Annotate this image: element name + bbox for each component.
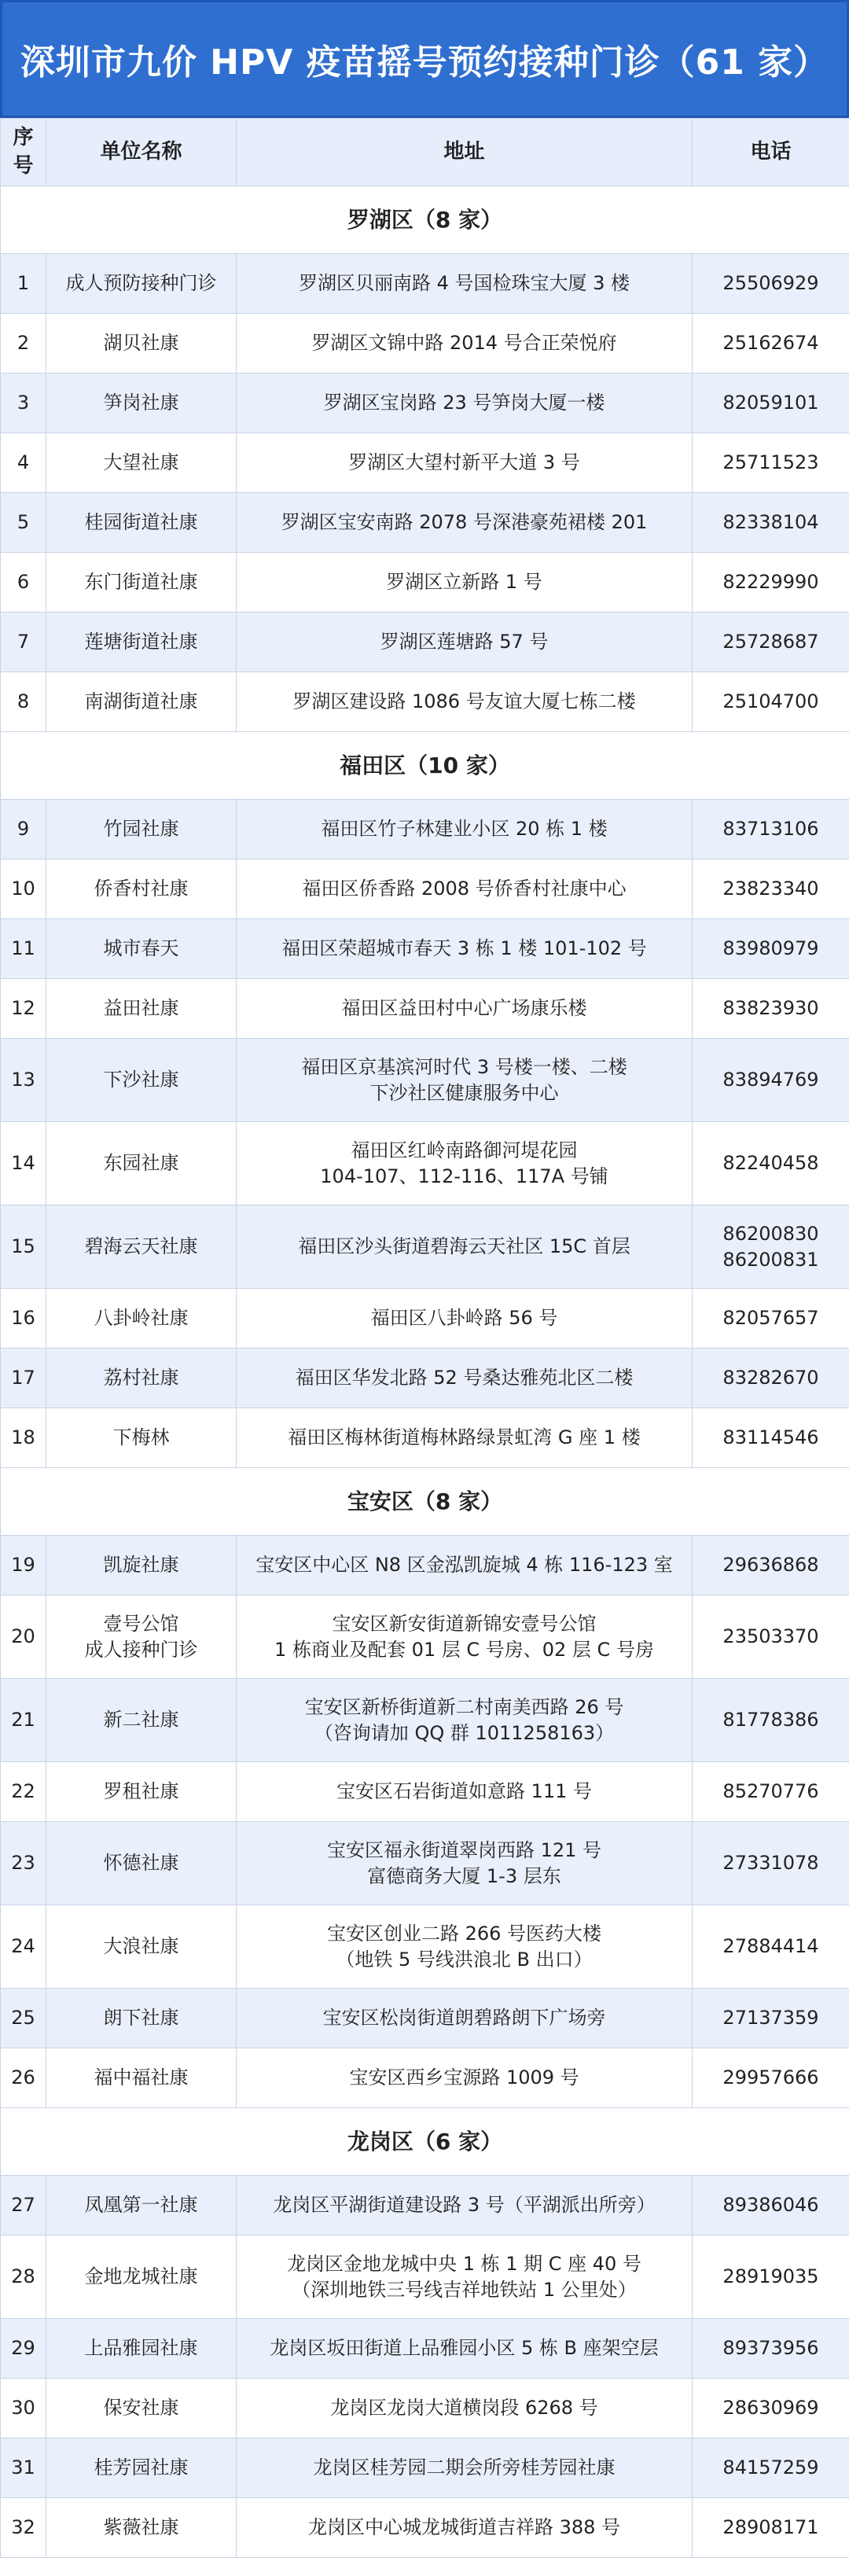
clinic-address: [237, 2379, 693, 2438]
row-number: 15: [1, 1205, 46, 1289]
clinic-name-line: 上品雅园社康: [84, 2337, 198, 2360]
clinic-address: [237, 254, 693, 314]
clinic-name-line: 成人预防接种门诊: [65, 272, 217, 295]
clinic-address: [237, 314, 693, 374]
table-row: [1, 1905, 849, 1989]
clinic-phone-line: 25728687: [722, 631, 819, 653]
clinic-address-line: 福田区沙头街道碧海云天社区 15C 首层: [298, 1235, 630, 1258]
clinic-name: [46, 1039, 237, 1122]
clinic-name-line: 莲塘街道社康: [84, 631, 198, 653]
district-label: 福田区（10 家）: [1, 732, 849, 800]
row-number: 25: [1, 1989, 46, 2048]
table-row: [1, 2236, 849, 2319]
clinic-phone: [693, 1679, 849, 1762]
clinic-address: [237, 2236, 693, 2319]
row-number: 28: [1, 2236, 46, 2319]
row-number: 16: [1, 1289, 46, 1349]
clinic-name: [46, 1762, 237, 1822]
clinic-name-line: 城市春天: [103, 937, 179, 960]
clinic-phone-line: 83282670: [722, 1367, 819, 1389]
clinic-phone: [693, 254, 849, 314]
clinic-address: [237, 859, 693, 919]
row-number: 30: [1, 2379, 46, 2438]
clinic-name-line: 荔村社康: [103, 1367, 179, 1389]
clinic-name: [46, 553, 237, 613]
clinic-address: [237, 1039, 693, 1122]
clinic-phone: [693, 2438, 849, 2498]
row-number: 5: [1, 493, 46, 553]
clinic-phone-line: 82229990: [722, 571, 819, 594]
clinic-address-line: 龙岗区桂芳园二期会所旁桂芳园社康: [313, 2456, 616, 2479]
clinic-address: [237, 553, 693, 613]
clinic-address: [237, 919, 693, 979]
clinic-address: [237, 1762, 693, 1822]
table-header: [1, 119, 849, 186]
row-number: 18: [1, 1408, 46, 1468]
clinic-name: [46, 1536, 237, 1595]
district-header-row: [1, 2108, 849, 2176]
clinic-address-line: 福田区益田村中心广场康乐楼: [341, 997, 587, 1020]
clinic-phone-line: 83894769: [722, 1069, 819, 1091]
clinic-address-line: 福田区侨香路 2008 号侨香村社康中心: [302, 878, 627, 900]
row-number: 23: [1, 1822, 46, 1905]
table-row: [1, 2379, 849, 2438]
clinic-address-line: 罗湖区宝岗路 23 号笋岗大厦一楼: [323, 392, 605, 414]
clinic-name: [46, 919, 237, 979]
clinic-name-line: 桂园街道社康: [84, 511, 198, 534]
clinic-phone: [693, 613, 849, 672]
row-number: 8: [1, 672, 46, 732]
clinic-phone: [693, 1822, 849, 1905]
table-row: [1, 613, 849, 672]
clinic-address-line: 罗湖区宝安南路 2078 号深港豪苑裙楼 201: [281, 511, 648, 534]
clinic-name: [46, 1679, 237, 1762]
row-number: 13: [1, 1039, 46, 1122]
clinic-phone-line: 29957666: [722, 2066, 819, 2089]
clinic-name: [46, 374, 237, 433]
table-row: [1, 979, 849, 1039]
clinic-phone-line: 83713106: [722, 818, 819, 841]
clinic-name-line: 南湖街道社康: [84, 690, 198, 713]
table-row: [1, 1039, 849, 1122]
table-row: [1, 800, 849, 859]
clinic-name: [46, 314, 237, 374]
clinic-name-line: 怀德社康: [103, 1852, 179, 1875]
clinic-name: [46, 672, 237, 732]
row-number: 7: [1, 613, 46, 672]
clinic-phone: [693, 672, 849, 732]
table-row: [1, 2319, 849, 2379]
table-row: [1, 314, 849, 374]
row-number: 1: [1, 254, 46, 314]
clinic-address: [237, 1122, 693, 1205]
table-row: [1, 1289, 849, 1349]
clinic-name: [46, 1205, 237, 1289]
clinic-phone: [693, 1595, 849, 1679]
table-row: [1, 1536, 849, 1595]
clinic-phone: [693, 1989, 849, 2048]
clinic-address-line: 福田区八卦岭路 56 号: [370, 1307, 558, 1330]
clinic-address: [237, 613, 693, 672]
page-title: 深圳市九价 HPV 疫苗摇号预约接种门诊（61 家）: [0, 0, 849, 118]
clinic-address-line: 宝安区石岩街道如意路 111 号: [336, 1780, 593, 1803]
clinic-name: [46, 2438, 237, 2498]
clinic-name-line: 东园社康: [103, 1152, 179, 1175]
clinic-name: [46, 1122, 237, 1205]
clinic-phone: [693, 919, 849, 979]
clinic-phone-line: 83980979: [722, 937, 819, 960]
row-number: 29: [1, 2319, 46, 2379]
clinic-address: [237, 800, 693, 859]
row-number: 27: [1, 2176, 46, 2236]
clinic-name-line: 福中福社康: [94, 2066, 189, 2089]
row-number: 31: [1, 2438, 46, 2498]
header-phone: 电话: [693, 119, 849, 186]
clinic-name-line: 八卦岭社康: [94, 1307, 189, 1330]
table-row: [1, 493, 849, 553]
clinic-address-line: 宝安区新安街道新锦安壹号公馆: [332, 1613, 597, 1636]
clinic-address-line: 龙岗区平湖街道建设路 3 号（平湖派出所旁）: [273, 2194, 656, 2217]
clinic-address-line: 宝安区松岗街道朗碧路朗下广场旁: [322, 2007, 606, 2030]
table-row: [1, 2048, 849, 2108]
row-number: 2: [1, 314, 46, 374]
clinic-phone-line: 89386046: [722, 2194, 819, 2217]
table-row: [1, 1822, 849, 1905]
clinic-phone: [693, 1289, 849, 1349]
clinic-name: [46, 2319, 237, 2379]
clinic-phone: [693, 374, 849, 433]
clinic-name: [46, 1289, 237, 1349]
clinic-address: [237, 1289, 693, 1349]
clinic-name: [46, 2048, 237, 2108]
clinic-address-line: （地铁 5 号线洪浪北 B 出口）: [336, 1948, 593, 1971]
clinic-table: [0, 118, 849, 2558]
clinic-address: [237, 1349, 693, 1408]
clinic-address: [237, 1205, 693, 1289]
clinic-phone: [693, 2236, 849, 2319]
clinic-phone: [693, 314, 849, 374]
clinic-address: [237, 433, 693, 493]
clinic-name: [46, 493, 237, 553]
district-header-row: [1, 186, 849, 254]
header-no: 序号: [1, 119, 46, 186]
clinic-name: [46, 800, 237, 859]
row-number: 17: [1, 1349, 46, 1408]
clinic-phone-line: 27137359: [722, 2007, 819, 2030]
clinic-address-line: 宝安区中心区 N8 区金泓凯旋城 4 栋 116-123 室: [255, 1554, 673, 1577]
clinic-name: [46, 254, 237, 314]
clinic-name: [46, 1408, 237, 1468]
table-row: [1, 2176, 849, 2236]
clinic-address: [237, 2176, 693, 2236]
row-number: 12: [1, 979, 46, 1039]
clinic-phone-line: 27884414: [722, 1935, 819, 1958]
clinic-phone: [693, 1905, 849, 1989]
clinic-address: [237, 2048, 693, 2108]
clinic-address-line: 龙岗区中心城龙城街道吉祥路 388 号: [307, 2516, 621, 2539]
district-header-row: [1, 1468, 849, 1536]
clinic-name-line: 成人接种门诊: [84, 1638, 198, 1661]
clinic-phone-line: 27331078: [722, 1852, 819, 1875]
clinic-phone: [693, 1122, 849, 1205]
clinic-address: [237, 1679, 693, 1762]
clinic-phone-line: 25162674: [722, 332, 819, 355]
clinic-name: [46, 2236, 237, 2319]
clinic-address-line: 宝安区西乡宝源路 1009 号: [349, 2066, 579, 2089]
clinic-phone: [693, 2176, 849, 2236]
clinic-address-line: 1 栋商业及配套 01 层 C 号房、02 层 C 号房: [274, 1638, 654, 1661]
clinic-address-line: 福田区华发北路 52 号桑达雅苑北区二楼: [295, 1367, 634, 1389]
clinic-phone: [693, 1039, 849, 1122]
clinic-phone-line: 82059101: [722, 392, 819, 414]
clinic-name-line: 朗下社康: [103, 2007, 179, 2030]
clinic-address: [237, 2498, 693, 2558]
row-number: 10: [1, 859, 46, 919]
clinic-name: [46, 2176, 237, 2236]
clinic-name-line: 新二社康: [103, 1709, 179, 1731]
clinic-phone-line: 25711523: [722, 451, 819, 474]
row-number: 3: [1, 374, 46, 433]
table-row: [1, 254, 849, 314]
clinic-address-line: 福田区红岭南路御河堤花园: [351, 1139, 578, 1162]
table-row: [1, 1762, 849, 1822]
row-number: 14: [1, 1122, 46, 1205]
table-row: [1, 1349, 849, 1408]
district-label: 罗湖区（8 家）: [1, 186, 849, 254]
clinic-name: [46, 433, 237, 493]
clinic-phone-line: 28919035: [722, 2265, 819, 2288]
clinic-address: [237, 374, 693, 433]
row-number: 22: [1, 1762, 46, 1822]
clinic-address: [237, 1408, 693, 1468]
clinic-address-line: 罗湖区大望村新平大道 3 号: [348, 451, 580, 474]
clinic-address-line: 罗湖区贝丽南路 4 号国检珠宝大厦 3 楼: [298, 272, 630, 295]
clinic-phone-line: 86200831: [722, 1248, 819, 1271]
clinic-phone-line: 82240458: [722, 1152, 819, 1175]
clinic-address: [237, 1989, 693, 2048]
clinic-phone-line: 85270776: [722, 1780, 819, 1803]
row-number: 32: [1, 2498, 46, 2558]
clinic-address-line: 罗湖区文锦中路 2014 号合正荣悦府: [311, 332, 617, 355]
row-number: 6: [1, 553, 46, 613]
row-number: 11: [1, 919, 46, 979]
clinic-name: [46, 979, 237, 1039]
clinic-name-line: 壹号公馆: [103, 1613, 179, 1636]
clinic-name: [46, 1822, 237, 1905]
clinic-phone-line: 86200830: [722, 1223, 819, 1246]
district-label: 宝安区（8 家）: [1, 1468, 849, 1536]
clinic-name-line: 竹园社康: [103, 818, 179, 841]
clinic-phone: [693, 1408, 849, 1468]
clinic-phone-line: 23823340: [722, 878, 819, 900]
clinic-address-line: 罗湖区建设路 1086 号友谊大厦七栋二楼: [292, 690, 636, 713]
clinic-phone-line: 25104700: [722, 690, 819, 713]
row-number: 21: [1, 1679, 46, 1762]
clinic-phone-line: 83114546: [722, 1426, 819, 1449]
table-row: [1, 1679, 849, 1762]
table-body: [1, 186, 849, 2558]
clinic-address: [237, 1905, 693, 1989]
clinic-phone: [693, 2498, 849, 2558]
clinic-phone: [693, 553, 849, 613]
clinic-address-line: 龙岗区龙岗大道横岗段 6268 号: [330, 2397, 598, 2420]
header-name: 单位名称: [46, 119, 237, 186]
clinic-address-line: 福田区京基滨河时代 3 号楼一楼、二楼: [301, 1056, 627, 1079]
clinic-name-line: 保安社康: [103, 2397, 179, 2420]
clinic-name-line: 紫薇社康: [103, 2516, 179, 2539]
clinic-address-line: 福田区梅林街道梅林路绿景虹湾 G 座 1 楼: [288, 1426, 641, 1449]
clinic-address-line: 罗湖区莲塘路 57 号: [380, 631, 549, 653]
clinic-phone: [693, 1762, 849, 1822]
clinic-address: [237, 1822, 693, 1905]
clinic-name-line: 笋岗社康: [103, 392, 179, 414]
clinic-phone-line: 83823930: [722, 997, 819, 1020]
table-row: [1, 2498, 849, 2558]
row-number: 4: [1, 433, 46, 493]
clinic-address-line: 宝安区创业二路 266 号医药大楼: [326, 1923, 602, 1945]
table-row: [1, 2438, 849, 2498]
clinic-name-line: 罗租社康: [103, 1780, 179, 1803]
row-number: 24: [1, 1905, 46, 1989]
clinic-phone: [693, 493, 849, 553]
clinic-name-line: 碧海云天社康: [84, 1235, 198, 1258]
clinic-phone-line: 89373956: [722, 2337, 819, 2360]
table-row: [1, 859, 849, 919]
clinic-name-line: 凯旋社康: [103, 1554, 179, 1577]
table-row: [1, 672, 849, 732]
clinic-name-line: 大望社康: [103, 451, 179, 474]
clinic-address: [237, 979, 693, 1039]
clinic-address-line: 龙岗区坂田街道上品雅园小区 5 栋 B 座架空层: [270, 2337, 659, 2360]
clinic-phone: [693, 433, 849, 493]
clinic-name-line: 益田社康: [103, 997, 179, 1020]
clinic-name: [46, 2498, 237, 2558]
clinic-address-line: 罗湖区立新路 1 号: [386, 571, 542, 594]
district-label: 龙岗区（6 家）: [1, 2108, 849, 2176]
clinic-address-line: 富德商务大厦 1-3 层东: [367, 1864, 561, 1887]
header-address: 地址: [237, 119, 693, 186]
clinic-name-line: 金地龙城社康: [84, 2265, 198, 2288]
clinic-address-line: 宝安区新桥街道新二村南美西路 26 号: [304, 1696, 624, 1719]
clinic-address: [237, 672, 693, 732]
table-row: [1, 1408, 849, 1468]
clinic-phone-line: 84157259: [722, 2456, 819, 2479]
clinic-address: [237, 2319, 693, 2379]
clinic-address-line: 龙岗区金地龙城中央 1 栋 1 期 C 座 40 号: [287, 2253, 641, 2276]
clinic-phone-line: 28908171: [722, 2516, 819, 2539]
table-row: [1, 1595, 849, 1679]
clinic-phone-line: 23503370: [722, 1625, 819, 1648]
clinic-phone: [693, 1536, 849, 1595]
clinic-phone-line: 82057657: [722, 1307, 819, 1330]
clinic-name-line: 下沙社康: [103, 1069, 179, 1091]
clinic-phone: [693, 2048, 849, 2108]
clinic-phone: [693, 2319, 849, 2379]
clinic-name-line: 侨香村社康: [94, 878, 189, 900]
clinic-address-line: （深圳地铁三号线吉祥地铁站 1 公里处）: [292, 2278, 637, 2301]
table-row: [1, 919, 849, 979]
clinic-name: [46, 859, 237, 919]
clinic-phone: [693, 859, 849, 919]
clinic-phone: [693, 979, 849, 1039]
row-number: 26: [1, 2048, 46, 2108]
table-row: [1, 553, 849, 613]
clinic-name-line: 凤凰第一社康: [84, 2194, 198, 2217]
table-row: [1, 433, 849, 493]
clinic-name-line: 东门街道社康: [84, 571, 198, 594]
clinic-name: [46, 2379, 237, 2438]
clinic-address-line: 福田区荣超城市春天 3 栋 1 楼 101-102 号: [281, 937, 647, 960]
clinic-name: [46, 1349, 237, 1408]
clinic-address: [237, 1595, 693, 1679]
clinic-phone-line: 29636868: [722, 1554, 819, 1577]
clinic-address: [237, 2438, 693, 2498]
clinic-address-line: （咨询请加 QQ 群 1011258163）: [314, 1721, 615, 1744]
clinic-address: [237, 493, 693, 553]
clinic-phone-line: 28630969: [722, 2397, 819, 2420]
clinic-name-line: 桂芳园社康: [94, 2456, 189, 2479]
clinic-address: [237, 1536, 693, 1595]
table-row: [1, 374, 849, 433]
clinic-phone: [693, 1205, 849, 1289]
row-number: 20: [1, 1595, 46, 1679]
clinic-phone-line: 82338104: [722, 511, 819, 534]
table-row: [1, 1205, 849, 1289]
clinic-phone-line: 25506929: [722, 272, 819, 295]
table-row: [1, 1122, 849, 1205]
clinic-name: [46, 1905, 237, 1989]
district-header-row: [1, 732, 849, 800]
clinic-phone: [693, 2379, 849, 2438]
row-number: 9: [1, 800, 46, 859]
clinic-phone-line: 81778386: [722, 1709, 819, 1731]
clinic-name: [46, 1595, 237, 1679]
clinic-name-line: 下梅林: [112, 1426, 170, 1449]
row-number: 19: [1, 1536, 46, 1595]
clinic-name: [46, 1989, 237, 2048]
table-row: [1, 1989, 849, 2048]
clinic-address-line: 福田区竹子林建业小区 20 栋 1 楼: [321, 818, 608, 841]
clinic-name-line: 大浪社康: [103, 1935, 179, 1958]
clinic-phone: [693, 1349, 849, 1408]
clinic-phone: [693, 800, 849, 859]
clinic-name-line: 湖贝社康: [103, 332, 179, 355]
clinic-address-line: 下沙社区健康服务中心: [369, 1081, 559, 1104]
clinic-name: [46, 613, 237, 672]
clinic-address-line: 宝安区福永街道翠岗西路 121 号: [326, 1839, 602, 1862]
clinic-address-line: 104-107、112-116、117A 号铺: [320, 1165, 608, 1187]
